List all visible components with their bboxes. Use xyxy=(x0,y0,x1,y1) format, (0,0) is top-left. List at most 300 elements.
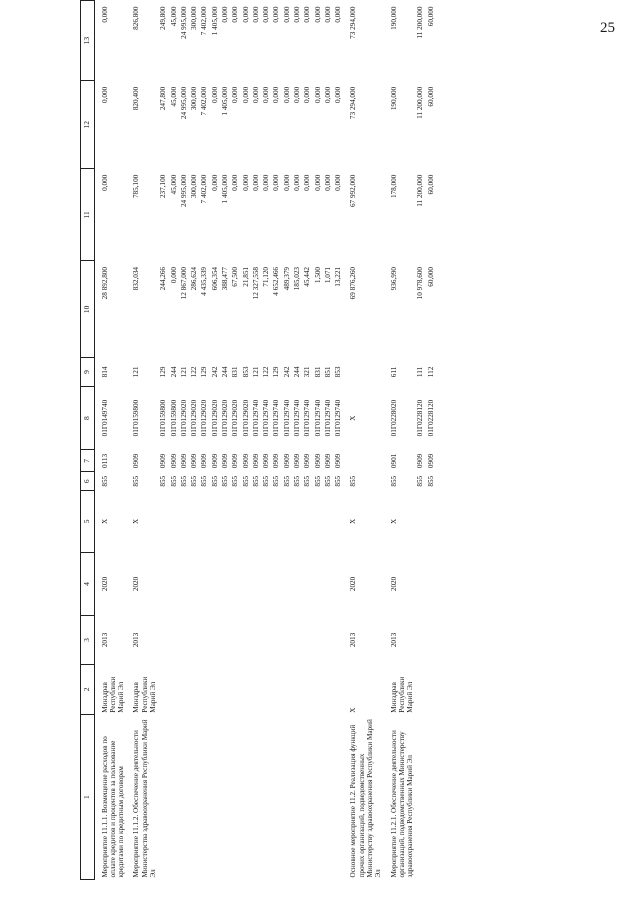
table-cell-c12: 0,000 xyxy=(313,86,322,103)
table-cell-c3 xyxy=(426,616,436,664)
table-cell-c7: 0909 xyxy=(303,453,312,469)
table-cell-c7: 0909 xyxy=(272,453,281,469)
table-cell-c10: 4 652,466 xyxy=(272,266,281,296)
table-cell-c9: 121 xyxy=(132,366,141,378)
table-cell-c9: 831 xyxy=(231,366,240,378)
table-cell-c10: 936,990 xyxy=(389,266,398,291)
table-cell-c9: 242 xyxy=(210,366,219,378)
table-cell-c6: 855 xyxy=(221,475,229,487)
table-cell-c1 xyxy=(333,715,343,880)
table-cell-c8: 01Г0129740 xyxy=(272,399,281,437)
table-cell-c3 xyxy=(199,616,209,664)
table-cell-c11: 178,000 xyxy=(389,174,398,199)
table-cell-c3 xyxy=(323,616,333,664)
table-cell-c6: 855 xyxy=(179,475,188,487)
table-cell-c4 xyxy=(323,552,333,616)
table-cell-c11: 300,000 xyxy=(190,174,199,199)
table-cell-c1 xyxy=(179,715,189,880)
table-cell-c3: 2013 xyxy=(132,632,141,648)
table-cell-c3 xyxy=(210,616,220,664)
table-cell-c2 xyxy=(271,664,281,715)
table-cell-c5 xyxy=(189,491,199,553)
table-cell-c11: 0,000 xyxy=(100,174,109,191)
table-cell-c1: Мероприятие 11.2.1. Обеспечение деятельности организаций, подведомственных Министерству здравоохранения Республики Марий Эл xyxy=(389,730,415,878)
table-cell-c4 xyxy=(220,552,230,616)
table-cell-c10: 832,034 xyxy=(132,266,141,291)
table-row xyxy=(230,1,240,880)
table-cell-c7: 0909 xyxy=(231,453,240,469)
table-cell-c3 xyxy=(169,616,179,664)
table-cell-c3 xyxy=(179,616,189,664)
table-cell-c10: 21,851 xyxy=(241,266,250,287)
table-cell-c7: 0113 xyxy=(100,453,109,468)
table-cell-c11: 24 995,000 xyxy=(179,174,188,208)
table-cell-c11: 0,000 xyxy=(262,174,271,191)
table-cell-c2 xyxy=(158,664,168,715)
table-cell-c6: 855 xyxy=(100,475,109,487)
table-row xyxy=(94,1,126,880)
table-cell-c4 xyxy=(333,552,343,616)
table-cell-c2 xyxy=(333,664,343,715)
table-cell-c8: 01Г0129740 xyxy=(251,399,260,437)
header-cell: 9 xyxy=(81,358,95,387)
table-cell-c11: 237,100 xyxy=(159,174,168,199)
table-cell-c10: 388,477 xyxy=(221,266,229,291)
table-cell-c12: 0,000 xyxy=(251,86,260,103)
table-row xyxy=(384,1,416,880)
table-row xyxy=(179,1,189,880)
table-cell-c13: 0,000 xyxy=(241,6,250,23)
table-cell-c11: 0,000 xyxy=(272,174,281,191)
table-cell-c8: 01Г0129740 xyxy=(313,399,322,437)
table-cell-c2: Минздрав Республики Марий Эл xyxy=(389,676,415,713)
table-cell-c5 xyxy=(282,491,292,553)
table-cell-c4 xyxy=(271,552,281,616)
table-cell-c11: 0,000 xyxy=(292,174,301,191)
table-cell-c13: 0,000 xyxy=(221,6,229,23)
table-cell-c3 xyxy=(415,616,425,664)
table-cell-c8: 01Г0159800 xyxy=(132,399,141,437)
table-cell-c7: 0909 xyxy=(210,453,219,469)
table-cell-c13: 0,000 xyxy=(334,6,343,23)
table-cell-c2 xyxy=(189,664,199,715)
table-cell-c6: 855 xyxy=(251,475,260,487)
table-cell-c9: 321 xyxy=(303,366,312,378)
table-cell-c7: 0909 xyxy=(282,453,291,469)
table-cell-c3 xyxy=(333,616,343,664)
table-cell-c1: Основное мероприятие 11.2. Реализация функций прочих организаций, подведомственных Министерству здравоохранения Республики Марий Эл xyxy=(349,719,383,878)
table-cell-c1 xyxy=(230,715,240,880)
table-cell-c6: 855 xyxy=(323,475,332,487)
table-cell-c2 xyxy=(220,664,230,715)
table-cell-c10: 60,000 xyxy=(426,266,435,287)
table-cell-c8: 01Г0129020 xyxy=(210,399,219,437)
table-cell-c6: 855 xyxy=(292,475,301,487)
table-cell-c3 xyxy=(313,616,323,664)
table-cell-c4 xyxy=(292,552,302,616)
table-cell-c13: 11 200,000 xyxy=(416,6,425,39)
table-row xyxy=(343,1,383,880)
table-cell-c4 xyxy=(199,552,209,616)
table-cell-c7 xyxy=(343,450,383,472)
table-cell-c8: 01Г0129740 xyxy=(303,399,312,437)
table-row xyxy=(271,1,281,880)
table-cell-c10: 0,000 xyxy=(169,266,178,284)
table-cell-c4 xyxy=(426,552,436,616)
table-cell-c9: 129 xyxy=(272,366,281,378)
table-cell-c8: 01Г0129020 xyxy=(200,399,209,437)
table-cell-c5: X xyxy=(349,518,358,524)
table-cell-c13: 0,000 xyxy=(100,6,109,23)
table-cell-c6: 855 xyxy=(190,475,199,487)
table-cell-c5 xyxy=(333,491,343,553)
header-cell: 5 xyxy=(81,491,95,553)
table-cell-c8: 01Г0129020 xyxy=(190,399,199,437)
table-cell-c5 xyxy=(210,491,220,553)
table-cell-c3 xyxy=(230,616,240,664)
table-cell-c6: 855 xyxy=(349,475,358,487)
table-cell-c5: X xyxy=(389,518,398,524)
table-cell-c9: 244 xyxy=(169,366,178,378)
table-cell-c2 xyxy=(302,664,312,715)
table-row xyxy=(313,1,323,880)
table-cell-c4 xyxy=(282,552,292,616)
table-cell-c8: 01Г0129020 xyxy=(221,399,229,437)
table-cell-c12: 0,000 xyxy=(292,86,301,103)
table-cell-c12: 0,000 xyxy=(100,86,109,103)
table-cell-c10: 489,379 xyxy=(282,266,291,291)
table-cell-c4 xyxy=(179,552,189,616)
table-row xyxy=(302,1,312,880)
table-cell-c13: 0,000 xyxy=(303,6,312,23)
table-row xyxy=(158,1,168,880)
table-cell-c9: 853 xyxy=(334,366,343,378)
table-row xyxy=(189,1,199,880)
header-cell: 2 xyxy=(81,664,95,715)
table-cell-c9: 111 xyxy=(416,366,425,378)
table-cell-c3 xyxy=(220,616,230,664)
table-cell-c9: 242 xyxy=(282,366,291,378)
table-cell-c13: 300,000 xyxy=(190,6,199,30)
table-cell-c7: 0909 xyxy=(200,453,209,469)
table-cell-c10: 4 435,339 xyxy=(200,266,209,296)
table-cell-c12: 0,000 xyxy=(241,86,250,103)
table-cell-c4 xyxy=(230,552,240,616)
table-cell-c1 xyxy=(158,715,168,880)
table-cell-c9: 122 xyxy=(262,366,271,378)
table-cell-c9: 611 xyxy=(389,366,398,378)
table-cell-c8: 01Г0129740 xyxy=(323,399,332,437)
table-cell-c3 xyxy=(251,616,261,664)
table-cell-c11: 1 405,000 xyxy=(221,174,229,204)
table-cell-c9: 112 xyxy=(426,366,435,378)
table-cell-c10: 185,023 xyxy=(292,266,301,291)
table-cell-c13: 0,000 xyxy=(282,6,291,23)
table-cell-c4 xyxy=(158,552,168,616)
header-cell: 11 xyxy=(81,169,95,261)
table-cell-c5 xyxy=(179,491,189,553)
table-cell-c8: 01Г0228120 xyxy=(426,399,435,437)
table-cell-c1 xyxy=(241,715,251,880)
table-cell-c11: 0,000 xyxy=(210,174,219,191)
table-cell-c6: 855 xyxy=(282,475,291,487)
table-cell-c7: 0909 xyxy=(190,453,199,469)
table-cell-c9: 121 xyxy=(179,366,188,378)
table-cell-c12: 60,000 xyxy=(426,86,435,107)
table-cell-c10: 10 978,600 xyxy=(416,266,425,300)
table-cell-c5 xyxy=(302,491,312,553)
table-cell-c13: 7 402,000 xyxy=(200,6,209,36)
table-cell-c2 xyxy=(199,664,209,715)
table-cell-c8: 01Г0129740 xyxy=(334,399,343,437)
rotated-table-container xyxy=(80,0,600,880)
table-cell-c9: 851 xyxy=(323,366,332,378)
table-cell-c6: 855 xyxy=(210,475,219,487)
table-cell-c5 xyxy=(313,491,323,553)
table-cell-c11: 11 200,000 xyxy=(416,174,425,207)
table-cell-c11: 67 992,000 xyxy=(349,174,358,208)
table-cell-c10: 286,624 xyxy=(190,266,199,291)
table-cell-c4 xyxy=(415,552,425,616)
table-cell-c4 xyxy=(210,552,220,616)
table-cell-c13: 0,000 xyxy=(292,6,301,23)
table-cell-c10: 1,071 xyxy=(323,266,332,284)
table-cell-c12: 0,000 xyxy=(210,86,219,103)
header-cell: 10 xyxy=(81,261,95,358)
table-cell-c1 xyxy=(302,715,312,880)
table-cell-c3 xyxy=(158,616,168,664)
table-cell-c1 xyxy=(323,715,333,880)
table-cell-c1 xyxy=(251,715,261,880)
table-cell-c7: 0909 xyxy=(179,453,188,469)
table-cell-c4 xyxy=(251,552,261,616)
table-cell-c1 xyxy=(220,715,230,880)
table-cell-c4 xyxy=(169,552,179,616)
table-cell-c5: X xyxy=(132,518,141,524)
table-cell-c6: 855 xyxy=(313,475,322,487)
table-cell-c7: 0909 xyxy=(416,453,425,469)
table-cell-c8: 01Г0228120 xyxy=(416,399,425,437)
table-cell-c9: 814 xyxy=(100,366,109,378)
table-cell-c7: 0909 xyxy=(292,453,301,469)
table-cell-c1 xyxy=(282,715,292,880)
table-cell-c12: 0,000 xyxy=(231,86,240,103)
table-cell-c4: 2020 xyxy=(132,576,141,592)
table-row xyxy=(210,1,220,880)
table-cell-c5 xyxy=(415,491,425,553)
table-cell-c3 xyxy=(241,616,251,664)
header-cell: 7 xyxy=(81,450,95,472)
table-cell-c10: 606,354 xyxy=(210,266,219,291)
table-cell-c9: 122 xyxy=(190,366,199,378)
table-row xyxy=(333,1,343,880)
table-row xyxy=(261,1,271,880)
table-cell-c12: 45,000 xyxy=(169,86,178,107)
table-cell-c6: 855 xyxy=(303,475,312,487)
table-cell-c9: 853 xyxy=(241,366,250,378)
table-cell-c12: 7 402,000 xyxy=(200,86,209,116)
table-cell-c5 xyxy=(426,491,436,553)
table-cell-c10: 12 327,558 xyxy=(251,266,260,300)
table-cell-c13: 190,000 xyxy=(389,6,398,30)
table-cell-c11: 0,000 xyxy=(303,174,312,191)
table-cell-c8: 01Г0129020 xyxy=(241,399,250,437)
table-cell-c5 xyxy=(169,491,179,553)
table-cell-c13: 0,000 xyxy=(251,6,260,23)
table-cell-c4 xyxy=(241,552,251,616)
table-cell-c9: 244 xyxy=(221,366,229,378)
table-cell-c11: 785,100 xyxy=(132,174,141,199)
table-row xyxy=(199,1,209,880)
table-cell-c8: 01Г0129740 xyxy=(262,399,271,437)
table-cell-c8: X xyxy=(349,415,358,421)
table-cell-c10: 244,266 xyxy=(159,266,168,291)
table-cell-c2 xyxy=(261,664,271,715)
table-cell-c9: 831 xyxy=(313,366,322,378)
table-cell-c12: 1 405,000 xyxy=(221,86,229,116)
table-body xyxy=(94,1,436,880)
table-cell-c6: 855 xyxy=(272,475,281,487)
table-cell-c5 xyxy=(261,491,271,553)
table-cell-c11: 45,000 xyxy=(169,174,178,195)
table-cell-c10: 12 867,000 xyxy=(179,266,188,300)
table-cell-c4: 2020 xyxy=(349,576,358,592)
table-cell-c13: 826,800 xyxy=(132,6,141,30)
table-cell-c4: 2020 xyxy=(100,576,109,592)
table-cell-c13: 0,000 xyxy=(323,6,332,23)
table-cell-c11: 0,000 xyxy=(251,174,260,191)
table-cell-c7: 0909 xyxy=(251,453,260,469)
table-cell-c11: 0,000 xyxy=(334,174,343,191)
table-cell-c10: 69 876,260 xyxy=(349,266,358,300)
table-cell-c1 xyxy=(210,715,220,880)
table-cell-c10: 71,120 xyxy=(262,266,271,287)
table-cell-c12: 73 294,000 xyxy=(349,86,358,120)
table-cell-c6: 855 xyxy=(262,475,271,487)
table-cell-c12: 0,000 xyxy=(272,86,281,103)
table-cell-c9 xyxy=(343,358,383,387)
table-cell-c8: 01Г0129740 xyxy=(292,399,301,437)
table-cell-c6: 855 xyxy=(416,475,425,487)
table-cell-c3 xyxy=(189,616,199,664)
table-cell-c2 xyxy=(323,664,333,715)
table-row xyxy=(415,1,425,880)
table-cell-c3: 2013 xyxy=(389,632,398,648)
table-cell-c11: 0,000 xyxy=(323,174,332,191)
table-cell-c2: Минздрав Республики Марий Эл xyxy=(100,676,126,713)
table-cell-c2 xyxy=(210,664,220,715)
table-cell-c12: 11 200,000 xyxy=(416,86,425,119)
table-cell-c13: 45,000 xyxy=(169,6,178,27)
table-cell-c7: 0909 xyxy=(221,453,229,469)
table-cell-c8: 01Г0129020 xyxy=(179,399,188,437)
table-cell-c7: 0909 xyxy=(169,453,178,469)
table-cell-c11: 0,000 xyxy=(231,174,240,191)
table-cell-c3: 2013 xyxy=(100,632,109,648)
table-cell-c4 xyxy=(189,552,199,616)
table-cell-c1 xyxy=(169,715,179,880)
header-cell: 4 xyxy=(81,552,95,616)
table-cell-c6: 855 xyxy=(334,475,343,487)
table-cell-c12: 820,400 xyxy=(132,86,141,111)
table-cell-c9: 121 xyxy=(251,366,260,378)
table-cell-c2 xyxy=(169,664,179,715)
table-cell-c13: 0,000 xyxy=(272,6,281,23)
table-cell-c1 xyxy=(292,715,302,880)
table-cell-c5 xyxy=(292,491,302,553)
table-cell-c5 xyxy=(271,491,281,553)
table-cell-c9: 129 xyxy=(200,366,209,378)
header-cell: 12 xyxy=(81,81,95,169)
table-cell-c6: 855 xyxy=(426,475,435,487)
header-cell: 6 xyxy=(81,472,95,491)
table-cell-c5 xyxy=(323,491,333,553)
table-cell-c2 xyxy=(251,664,261,715)
header-cell: 3 xyxy=(81,616,95,664)
table-cell-c11: 0,000 xyxy=(241,174,250,191)
table-cell-c7: 0909 xyxy=(313,453,322,469)
table-cell-c1: Мероприятие 11.1.1. Возмещение расходов по оплате кредитов и процентов за пользование кредитами по кредитным договорам xyxy=(100,736,126,878)
table-cell-c1 xyxy=(313,715,323,880)
table-cell-c3 xyxy=(282,616,292,664)
table-cell-c7: 0909 xyxy=(159,453,168,469)
table-cell-c12: 0,000 xyxy=(262,86,271,103)
table-cell-c13: 73 294,000 xyxy=(349,6,358,39)
table-cell-c8: 01Г0228020 xyxy=(389,399,398,437)
table-cell-c5 xyxy=(199,491,209,553)
table-cell-c1 xyxy=(415,715,425,880)
table-row xyxy=(292,1,302,880)
table-cell-c1 xyxy=(261,715,271,880)
table-cell-c13: 24 995,000 xyxy=(179,6,188,39)
table-cell-c13: 60,000 xyxy=(426,6,435,27)
table-cell-c11: 0,000 xyxy=(282,174,291,191)
header-cell: 1 xyxy=(81,715,95,880)
table-cell-c10: 45,442 xyxy=(303,266,312,287)
table-cell-c10: 28 892,800 xyxy=(100,266,109,300)
table-cell-c2 xyxy=(230,664,240,715)
table-cell-c12: 0,000 xyxy=(334,86,343,103)
header-cell: 8 xyxy=(81,386,95,450)
table-row xyxy=(169,1,179,880)
table-cell-c3 xyxy=(292,616,302,664)
table-cell-c7: 0909 xyxy=(426,453,435,469)
table-cell-c12: 0,000 xyxy=(303,86,312,103)
table-cell-c13: 0,000 xyxy=(231,6,240,23)
table-cell-c13: 249,800 xyxy=(159,6,168,30)
table-cell-c2 xyxy=(426,664,436,715)
table-cell-c9: 244 xyxy=(292,366,301,378)
table-row xyxy=(220,1,230,880)
table-cell-c11: 60,000 xyxy=(426,174,435,195)
table-cell-c2 xyxy=(313,664,323,715)
table-row xyxy=(251,1,261,880)
table-cell-c5 xyxy=(230,491,240,553)
table-cell-c8: 01Г0149740 xyxy=(100,399,109,437)
table-cell-c3 xyxy=(302,616,312,664)
table-row xyxy=(282,1,292,880)
table-cell-c6: 855 xyxy=(200,475,209,487)
table-cell-c5 xyxy=(220,491,230,553)
table-cell-c13: 1 405,000 xyxy=(210,6,219,36)
table-cell-c12: 0,000 xyxy=(323,86,332,103)
table-cell-c8: 01Г0159800 xyxy=(169,399,178,437)
table-cell-c12: 247,800 xyxy=(159,86,168,111)
table-cell-c8: 01Г0129020 xyxy=(231,399,240,437)
table-cell-c7: 0909 xyxy=(241,453,250,469)
table-row xyxy=(126,1,158,880)
table-row xyxy=(241,1,251,880)
